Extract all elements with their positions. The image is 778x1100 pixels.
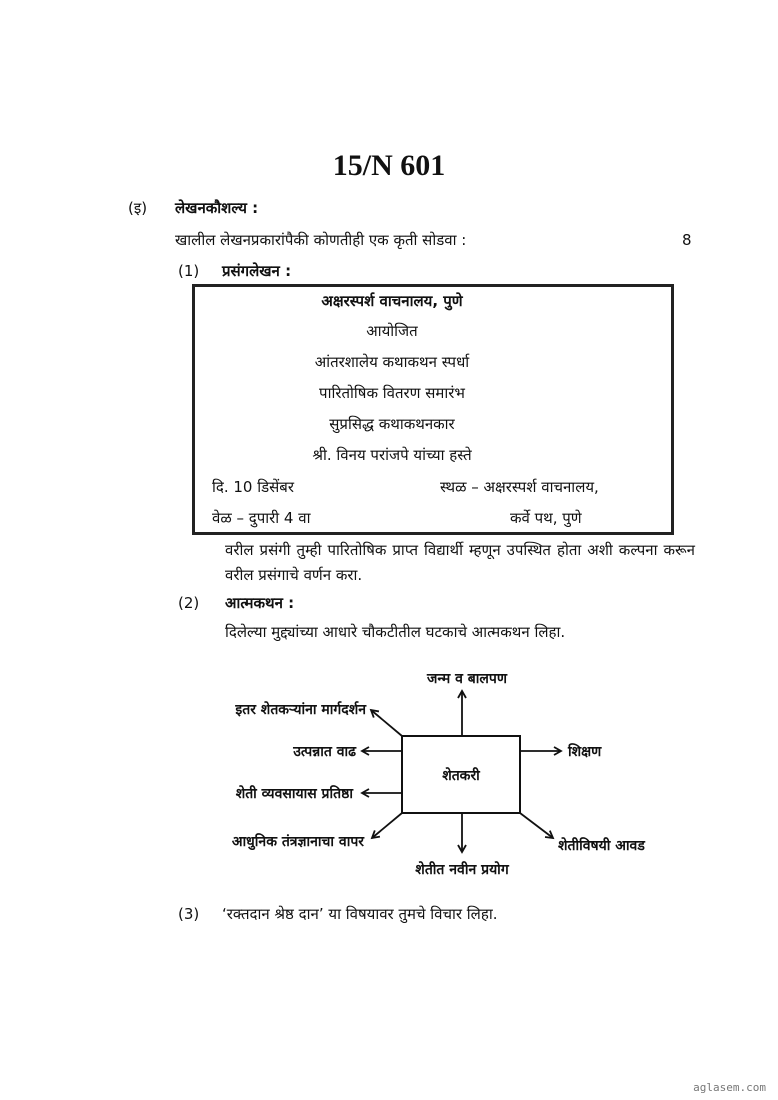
arrow-top-left — [371, 710, 402, 736]
notice-line: सुप्रसिद्ध कथाकथनकार — [329, 415, 455, 433]
q1-label: प्रसंगलेखन : — [222, 262, 292, 280]
notice-line: पारितोषिक वितरण समारंभ — [319, 384, 465, 402]
q3-task: ‘रक्तदान श्रेष्ठ दान’ या विषयावर तुमचे विचार लिहा. — [222, 905, 498, 923]
label-bottom-left: आधुनिक तंत्रज्ञानाचा वापर — [231, 834, 364, 850]
arrow-bottom-right — [520, 813, 553, 838]
label-bottom: शेतीत नवीन प्रयोग — [415, 862, 509, 878]
center-label: शेतकरी — [442, 768, 480, 784]
notice-time: वेळ – दुपारी 4 वा — [212, 509, 311, 527]
section-heading: लेखनकौशल्य : — [175, 199, 259, 217]
q2-label: आत्मकथन : — [225, 594, 295, 612]
q1-task: वरील प्रसंगी तुम्ही पारितोषिक प्राप्त विद्यार्थी म्हणून उपस्थित होता अशी कल्पना करून वरील प्रसंगाचे वर्णन करा. — [225, 541, 695, 584]
notice-line: अक्षरस्पर्श वाचनालय, पुणे — [321, 292, 463, 310]
notice-line: आंतरशालेय कथाकथन स्पर्धा — [314, 353, 470, 371]
section-instruction: खालील लेखनप्रकारांपैकी कोणतीही एक कृती सोडवा : — [175, 231, 467, 249]
notice-line: श्री. विनय परांजपे यांच्या हस्ते — [312, 446, 472, 464]
label-bottom-right: शेतीविषयी आवड — [558, 838, 645, 854]
q3-number: (3) — [178, 905, 200, 923]
notice-venue: स्थळ – अक्षरस्पर्श वाचनालय, — [440, 478, 599, 496]
label-top-left: इतर शेतकऱ्यांना मार्गदर्शन — [235, 702, 366, 718]
q2-task: दिलेल्या मुद्द्यांच्या आधारे चौकटीतील घटकाचे आत्मकथन लिहा. — [225, 623, 566, 641]
marks: 8 — [682, 231, 692, 249]
label-top: जन्म व बालपण — [427, 671, 507, 687]
label-right: शिक्षण — [568, 744, 602, 760]
notice-date: दि. 10 डिसेंबर — [212, 478, 294, 496]
notice-line: आयोजित — [366, 322, 418, 340]
notice-venue-2: कर्वे पथ, पुणे — [510, 509, 582, 527]
watermark: aglasem.com — [693, 1081, 766, 1094]
q1-number: (1) — [178, 262, 200, 280]
section-marker: (इ) — [128, 199, 148, 217]
q2-number: (2) — [178, 594, 200, 612]
paper-code: 15/N 601 — [332, 149, 446, 182]
label-left-lower: शेती व्यवसायास प्रतिष्ठा — [235, 786, 353, 802]
label-left-upper: उत्पन्नात वाढ — [293, 744, 356, 760]
arrow-bottom-left — [372, 813, 402, 838]
